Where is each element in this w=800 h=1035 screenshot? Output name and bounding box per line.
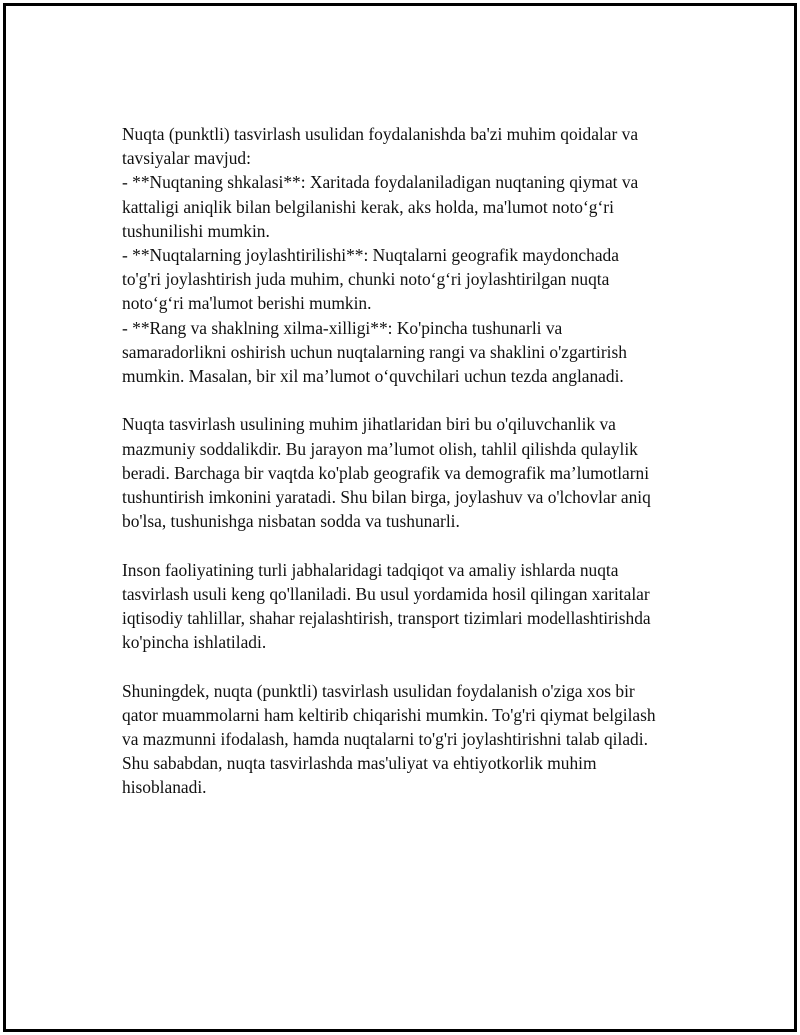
text-line: - **Nuqtaning shkalasi**: Xaritada foydalaniladigan nuqtaning qiymat va <box>122 172 639 193</box>
text-line: to'g'ri joylashtirish juda muhim, chunki noto‘g‘ri joylashtirilgan nuqta <box>122 269 610 290</box>
text-line: ko'pincha ishlatiladi. <box>122 632 267 653</box>
paragraph-1 <box>122 122 702 388</box>
text-line: - **Nuqtalarning joylashtirilishi**: Nuqtalarni geografik maydonchada <box>122 245 619 266</box>
text-line: hisoblanadi. <box>122 777 207 798</box>
text-line: samaradorlikni oshirish uchun nuqtalarning rangi va shaklini o'zgartirish <box>122 341 627 362</box>
text-line: kattaligi aniqlik bilan belgilanishi kerak, aks holda, ma'lumot noto‘g‘ri <box>122 196 614 217</box>
paragraph-4 <box>122 679 702 800</box>
page-border <box>3 3 797 1032</box>
text-line: iqtisodiy tahlillar, shahar rejalashtirish, transport tizimlari modellashtirishda <box>122 608 651 629</box>
text-line: Nuqta tasvirlash usulining muhim jihatlaridan biri bu o'qiluvchanlik va <box>122 414 616 435</box>
text-line: tushuntirish imkonini yaratadi. Shu bilan birga, joylashuv va o'lchovlar aniq <box>122 487 651 508</box>
text-line: Shu sababdan, nuqta tasvirlashda mas'uliyat va ehtiyotkorlik muhim <box>122 753 597 774</box>
text-line: va mazmunni ifodalash, hamda nuqtalarni to'g'ri joylashtirishni talab qiladi. <box>122 729 648 750</box>
text-line: mazmuniy soddalikdir. Bu jarayon ma’lumot olish, tahlil qilishda qulaylik <box>122 438 638 459</box>
paragraph-2 <box>122 412 702 533</box>
paragraph-spacer <box>122 388 702 412</box>
paragraph-spacer <box>122 533 702 557</box>
text-line: qator muammolarni ham keltirib chiqarishi mumkin. To'g'ri qiymat belgilash <box>122 704 656 725</box>
text-line: noto‘g‘ri ma'lumot berishi mumkin. <box>122 293 372 314</box>
text-line: Shuningdek, nuqta (punktli) tasvirlash usulidan foydalanish o'ziga xos bir <box>122 680 635 701</box>
paragraph-spacer <box>122 654 702 678</box>
text-line: tavsiyalar mavjud: <box>122 148 251 169</box>
text-line: beradi. Barchaga bir vaqtda ko'plab geografik va demografik ma’lumotlarni <box>122 462 650 483</box>
document-body <box>122 122 702 800</box>
text-line: tushunilishi mumkin. <box>122 220 270 241</box>
text-line: - **Rang va shaklning xilma-xilligi**: Ko'pincha tushunarli va <box>122 317 563 338</box>
text-line: Nuqta (punktli) tasvirlash usulidan foydalanishda ba'zi muhim qoidalar va <box>122 124 639 144</box>
text-line: Inson faoliyatining turli jabhalaridagi tadqiqot va amaliy ishlarda nuqta <box>122 559 619 580</box>
paragraph-3 <box>122 558 702 655</box>
text-line: tasvirlash usuli keng qo'llaniladi. Bu usul yordamida hosil qilingan xaritalar <box>122 583 650 604</box>
text-line: mumkin. Masalan, bir xil ma’lumot o‘quvchilari uchun tezda anglanadi. <box>122 366 624 387</box>
text-line: bo'lsa, tushunishga nisbatan sodda va tushunarli. <box>122 511 460 532</box>
